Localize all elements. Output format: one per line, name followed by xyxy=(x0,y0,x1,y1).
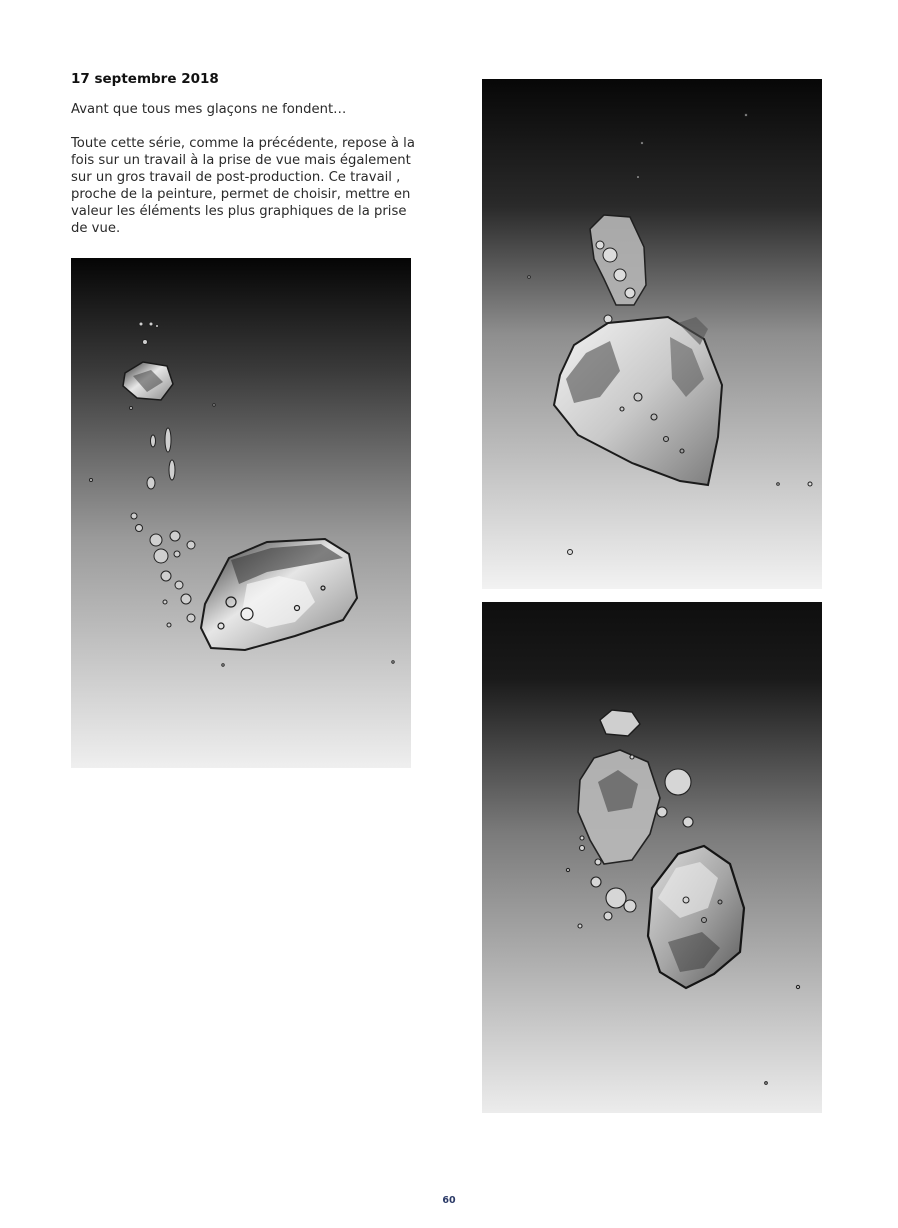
intro-paragraph: Avant que tous mes glaçons ne fondent… xyxy=(71,102,347,117)
intro-text xyxy=(71,101,416,237)
ice-photo-right-bottom xyxy=(482,602,822,1113)
page-number: 60 xyxy=(442,1195,456,1206)
body-paragraph: Toute cette série, comme la précédente, repose à la fois sur un travail à la prise de vue mais également sur un gros travail de post-production. Ce travail , proche de la peinture, permet de choisir, mettre en valeur les éléments les plus graphiques de la prise de vue. xyxy=(71,136,415,236)
ice-photo-left xyxy=(71,258,411,768)
ice-photo-right-top xyxy=(482,79,822,589)
entry-date: 17 septembre 2018 xyxy=(71,71,219,87)
